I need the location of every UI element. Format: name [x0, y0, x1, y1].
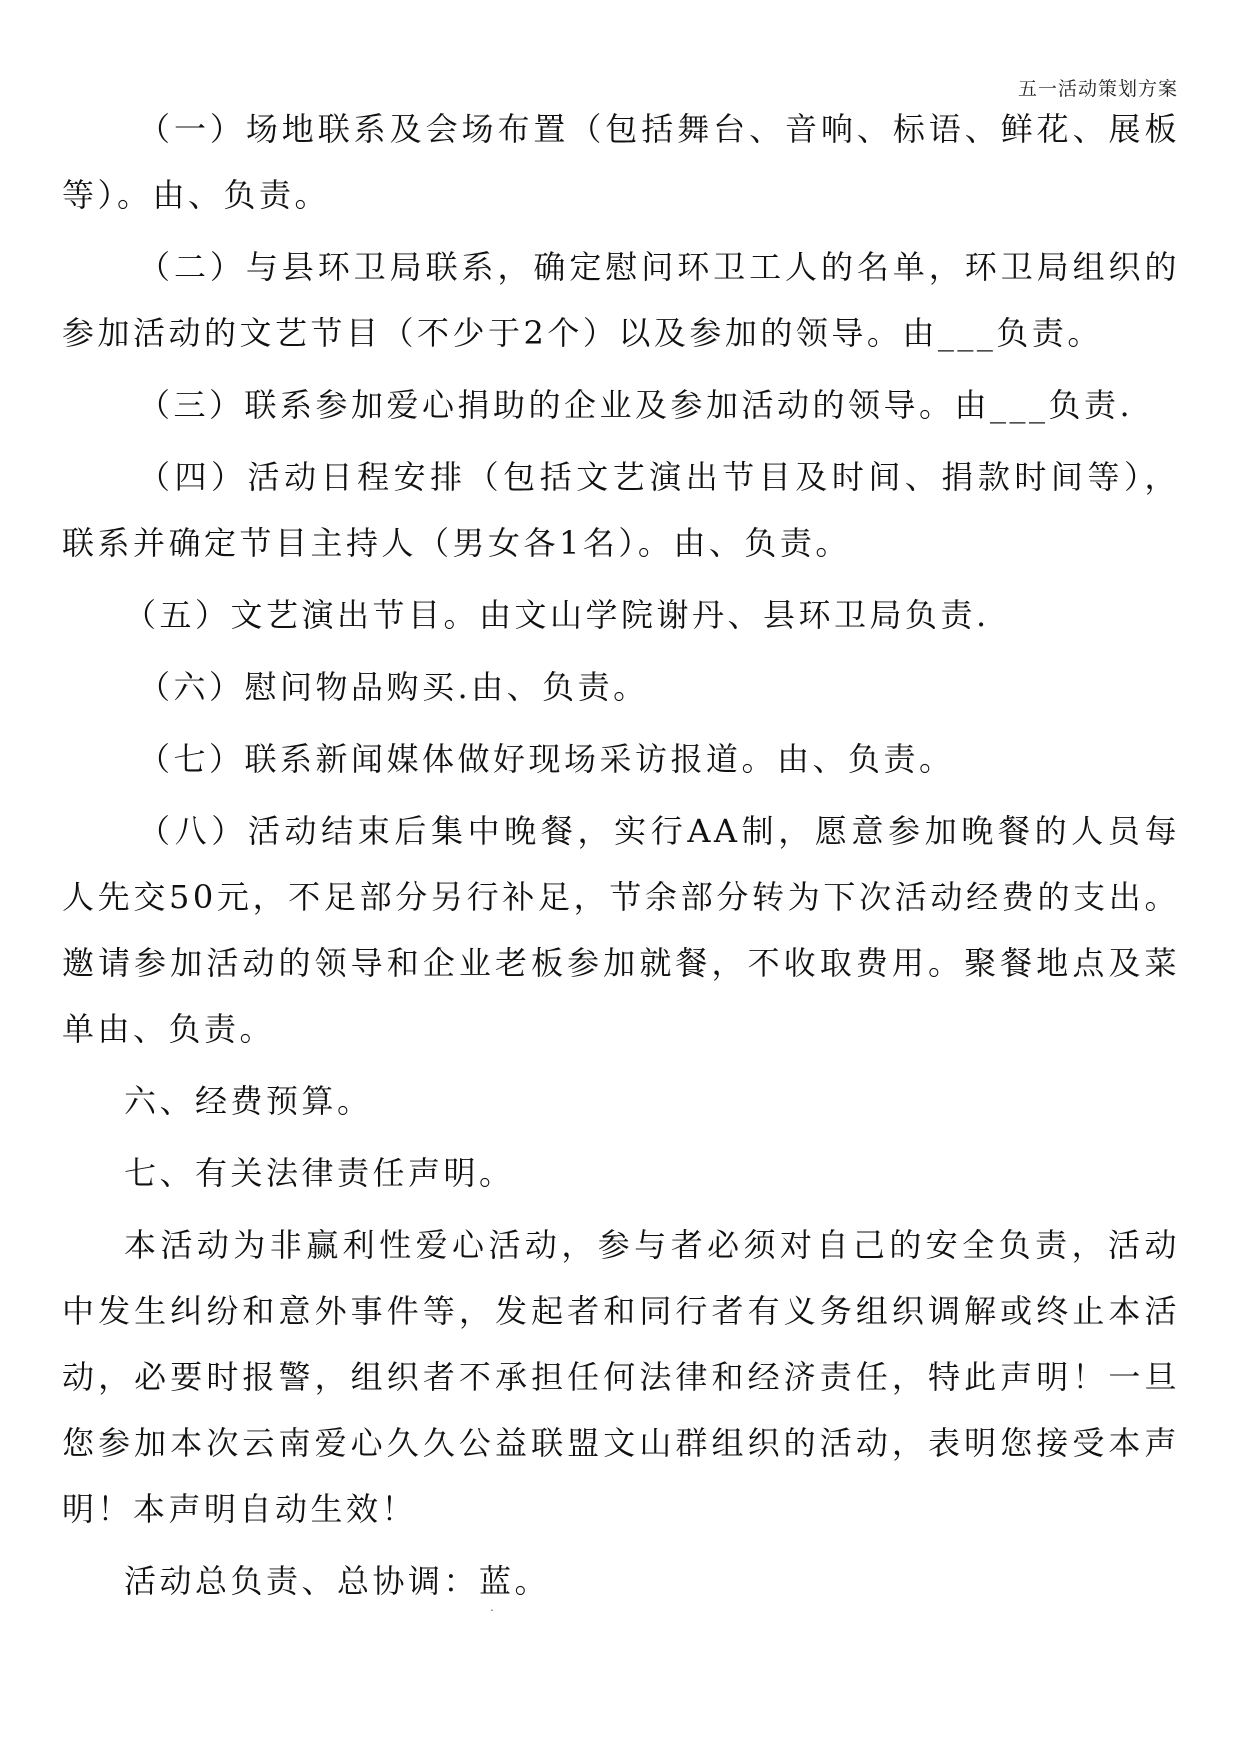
paragraph-performance: （五）文艺演出节目。由文山学院谢丹、县环卫局负责.: [124, 596, 990, 634]
paragraph-disclaimer: 本活动为非赢利性爱心活动，参与者必须对自己的安全负责，活动中发生纠纷和意外事件等，发起者和同行者有义务组织调解或终止本活动，必要时报警，组织者不承担任何法律和经济责任，特此声明！一旦您参加本次云南爱心久久公益联盟文山群组织的活动，表明您接受本声明！本声明自动生效！: [62, 1226, 1180, 1528]
footer-mark: .: [490, 1600, 494, 1614]
section-budget: 六、经费预算。: [124, 1082, 373, 1120]
paragraph-sanitation-bureau: （二）与县环卫局联系，确定慰问环卫工人的名单，环卫局组织的参加活动的文艺节目（不少于2个）以及参加的领导。由___负责。: [62, 248, 1180, 352]
paragraph-purchase: （六）慰问物品购买.由、负责。: [138, 668, 649, 706]
paragraph-media: （七）联系新闻媒体做好现场采访报道。由、负责。: [138, 740, 955, 778]
section-legal: 七、有关法律责任声明。: [124, 1154, 515, 1192]
document-body: [62, 96, 1180, 1620]
running-header: 五一活动策划方案: [1017, 78, 1178, 100]
paragraph-schedule: （四）活动日程安排（包括文艺演出节目及时间、捐款时间等），联系并确定节目主持人（男女各1名）。由、负责。: [62, 458, 1180, 562]
paragraph-coordinator: 活动总负责、总协调：蓝。: [124, 1562, 551, 1600]
paragraph-venue: （一）场地联系及会场布置（包括舞台、音响、标语、鲜花、展板等）。由、负责。: [62, 110, 1180, 214]
paragraph-dinner: （八）活动结束后集中晚餐，实行AA制，愿意参加晚餐的人员每人先交50元，不足部分另行补足，节余部分转为下次活动经费的支出。邀请参加活动的领导和企业老板参加就餐，不收取费用。聚餐地点及菜单由、负责。: [62, 812, 1180, 1048]
paragraph-donors: （三）联系参加爱心捐助的企业及参加活动的领导。由___负责.: [138, 386, 1134, 424]
